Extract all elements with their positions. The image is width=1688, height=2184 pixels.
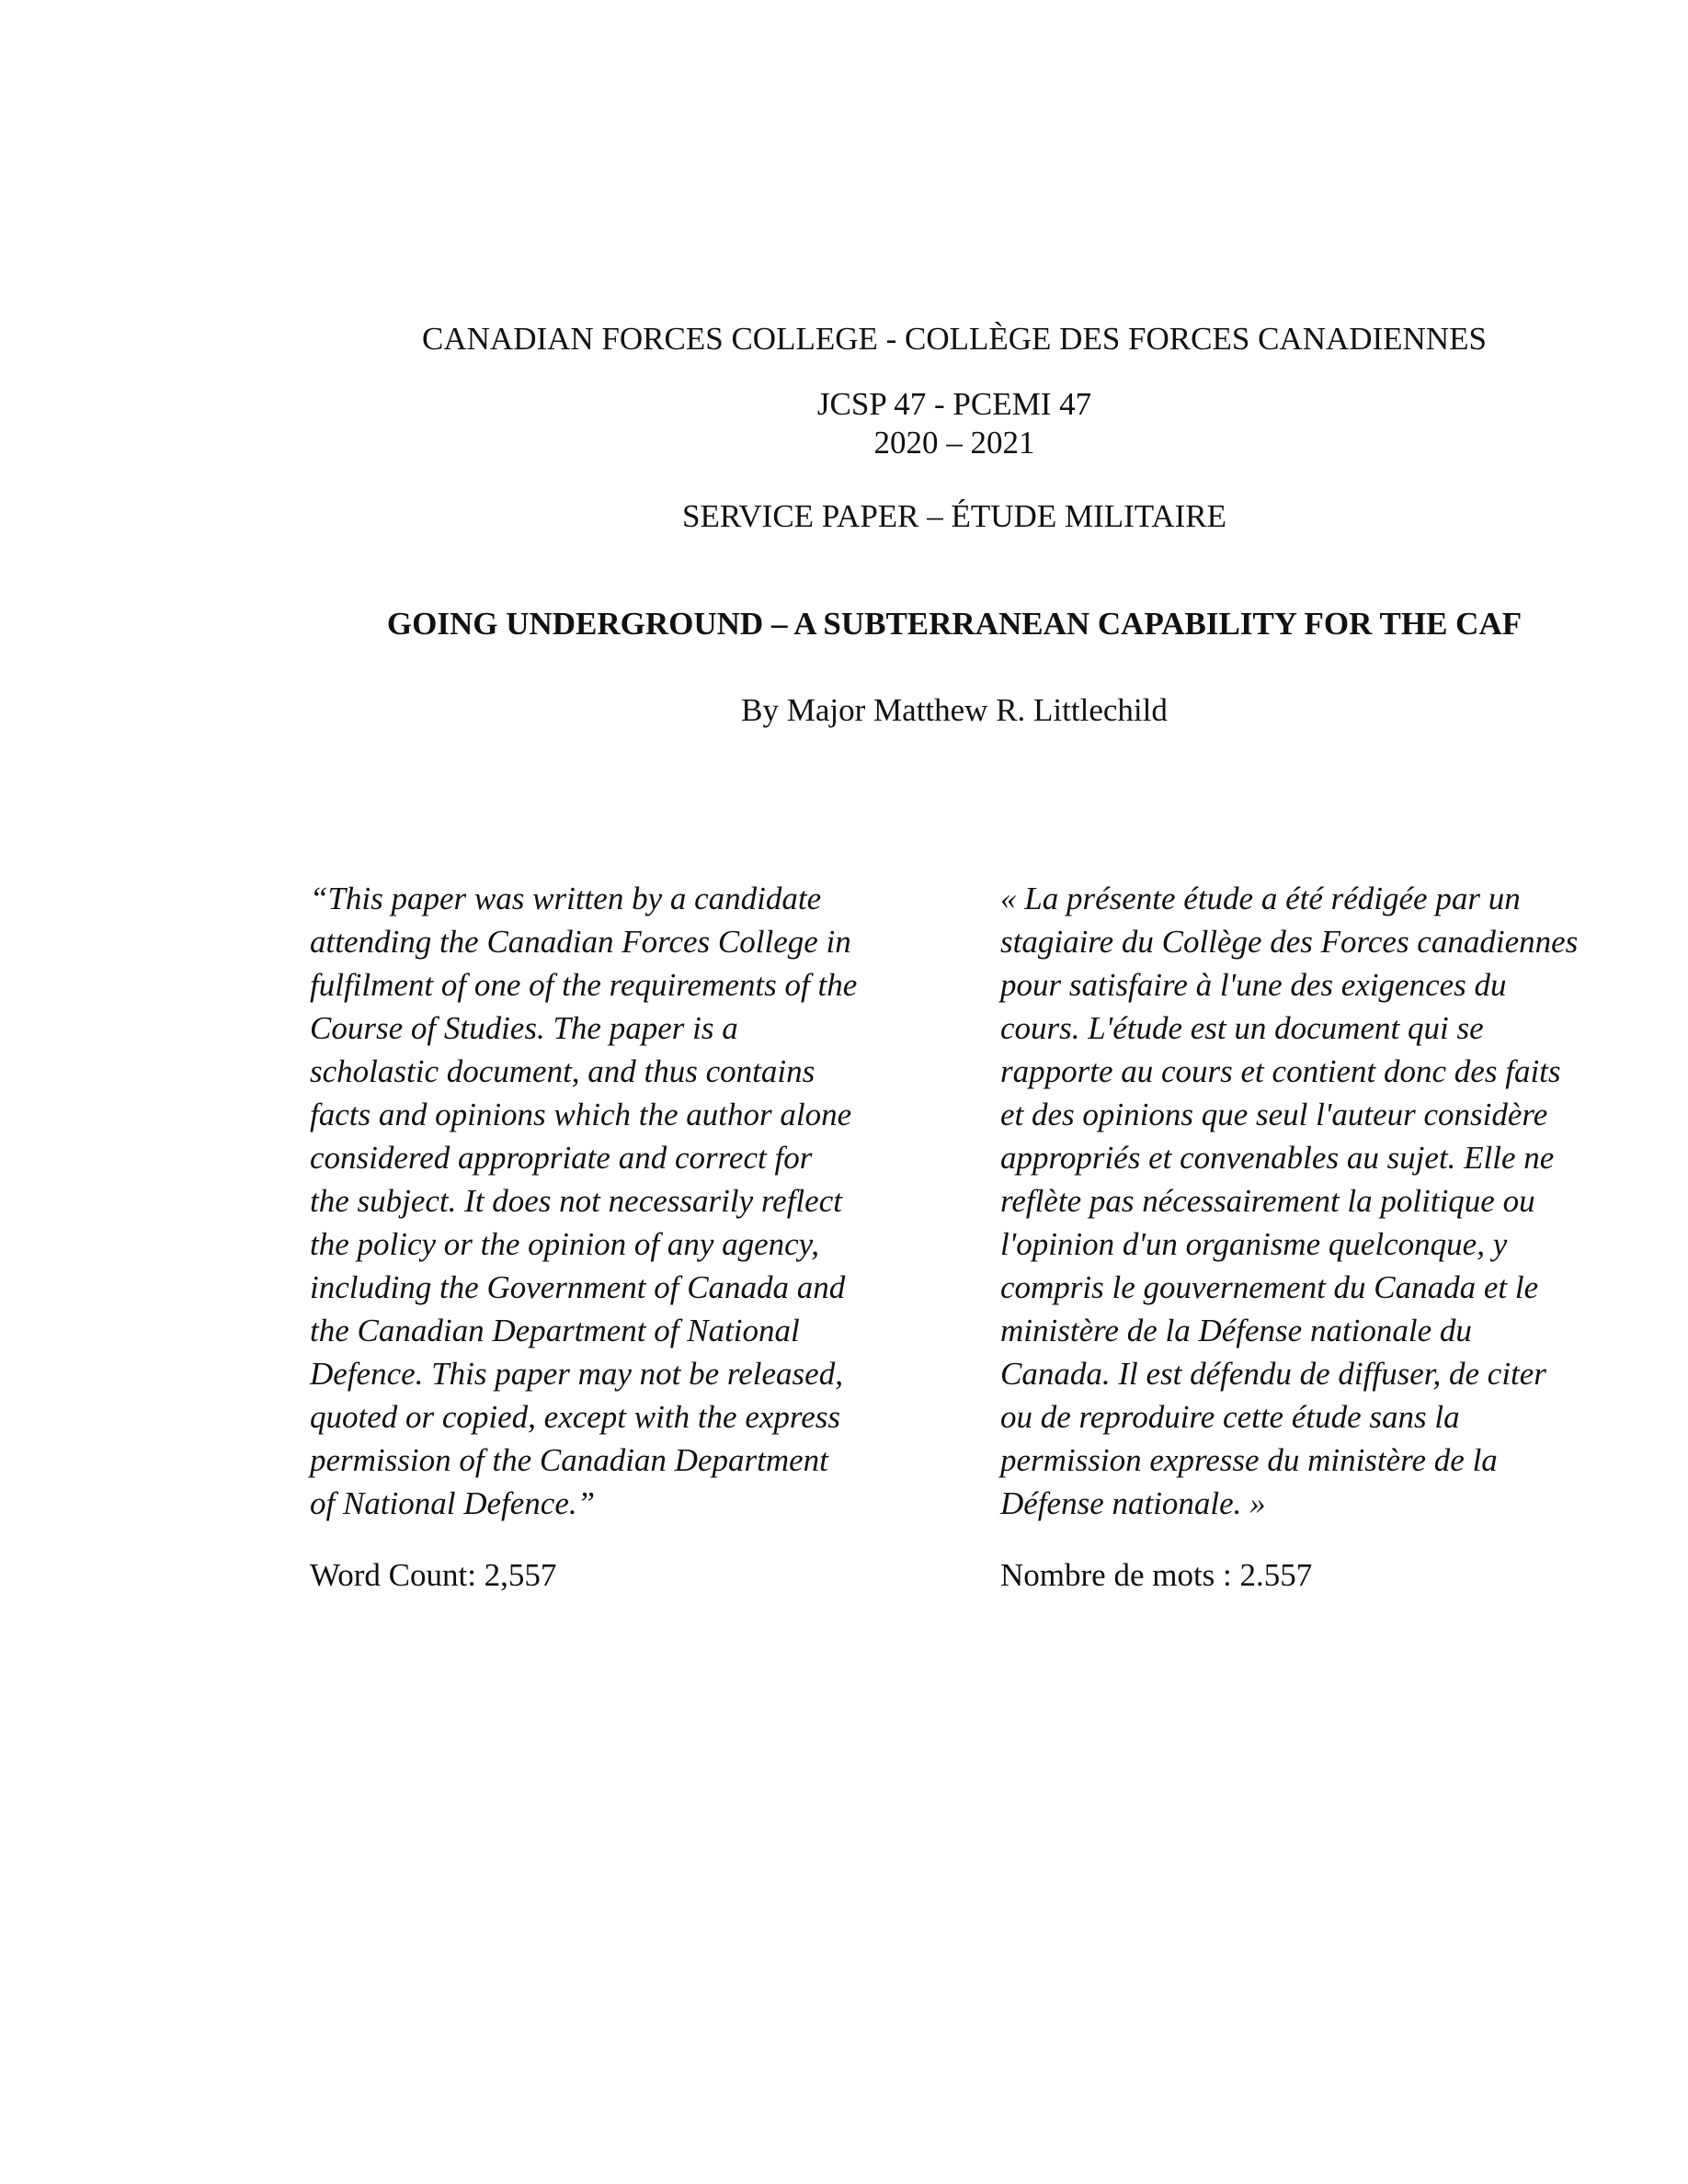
disclaimer-en-line: the subject. It does not necessarily reflect bbox=[310, 1183, 842, 1219]
college-name: CANADIAN FORCES COLLEGE - COLLÈGE DES FORCES CANADIENNES bbox=[422, 321, 1487, 357]
disclaimer-en-line: quoted or copied, except with the express bbox=[310, 1399, 841, 1435]
disclaimer-fr-line: compris le gouvernement du Canada et le bbox=[1000, 1269, 1539, 1305]
disclaimer-fr-line: et des opinions que seul l'auteur considère bbox=[1000, 1097, 1548, 1132]
paper-type: SERVICE PAPER – ÉTUDE MILITAIRE bbox=[682, 498, 1226, 534]
disclaimer-fr-line: ministère de la Défense nationale du bbox=[1000, 1313, 1472, 1348]
disclaimer-fr-line: Canada. Il est défendu de diffuser, de citer bbox=[1000, 1356, 1546, 1392]
paper-author: By Major Matthew R. Littlechild bbox=[741, 692, 1168, 728]
disclaimer-en-line: facts and opinions which the author alone bbox=[310, 1097, 852, 1132]
academic-years: 2020 – 2021 bbox=[873, 425, 1035, 461]
disclaimer-english bbox=[310, 877, 857, 1525]
disclaimer-fr-line: pour satisfaire à l'une des exigences du bbox=[1000, 967, 1507, 1003]
disclaimer-en-line: attending the Canadian Forces College in bbox=[310, 924, 851, 960]
disclaimer-en-line: the Canadian Department of National bbox=[310, 1313, 800, 1348]
disclaimer-en-line: of National Defence.” bbox=[310, 1485, 596, 1521]
disclaimer-fr-line: l'opinion d'un organisme quelconque, y bbox=[1000, 1226, 1508, 1262]
disclaimer-en-line: the policy or the opinion of any agency, bbox=[310, 1226, 820, 1262]
course-code: JCSP 47 - PCEMI 47 bbox=[816, 386, 1092, 422]
disclaimer-fr-line: stagiaire du Collège des Forces canadiennes bbox=[1000, 924, 1579, 960]
word-count-english: Word Count: 2,557 bbox=[310, 1557, 557, 1593]
disclaimer-fr-line: permission expresse du ministère de la bbox=[1000, 1442, 1498, 1478]
disclaimer-fr-line: appropriés et convenables au sujet. Elle ne bbox=[1000, 1140, 1555, 1176]
disclaimer-en-line: permission of the Canadian Department bbox=[310, 1442, 828, 1478]
disclaimer-en-line: scholastic document, and thus contains bbox=[310, 1053, 815, 1089]
disclaimer-en-line: considered appropriate and correct for bbox=[310, 1140, 813, 1176]
disclaimer-en-line: including the Government of Canada and bbox=[310, 1269, 846, 1305]
disclaimer-fr-line: reflète pas nécessairement la politique ou bbox=[1000, 1183, 1535, 1219]
disclaimer-french bbox=[1000, 877, 1578, 1525]
paper-title: GOING UNDERGROUND – A SUBTERRANEAN CAPABILITY FOR THE CAF bbox=[386, 606, 1523, 642]
disclaimer-en-line: Course of Studies. The paper is a bbox=[310, 1010, 738, 1046]
disclaimer-fr-line: rapporte au cours et contient donc des faits bbox=[1000, 1053, 1561, 1089]
disclaimer-fr-line: ou de reproduire cette étude sans la bbox=[1000, 1399, 1460, 1435]
disclaimer-fr-line: Défense nationale. » bbox=[1000, 1485, 1266, 1521]
disclaimer-fr-line: « La présente étude a été rédigée par un bbox=[1000, 881, 1521, 916]
disclaimer-fr-line: cours. L'étude est un document qui se bbox=[1000, 1010, 1484, 1046]
disclaimer-en-line: Defence. This paper may not be released, bbox=[310, 1356, 843, 1392]
word-count-french: Nombre de mots : 2.557 bbox=[1000, 1557, 1313, 1593]
disclaimer-en-line: fulfilment of one of the requirements of the bbox=[310, 967, 858, 1003]
disclaimer-en-line: “This paper was written by a candidate bbox=[310, 881, 822, 916]
